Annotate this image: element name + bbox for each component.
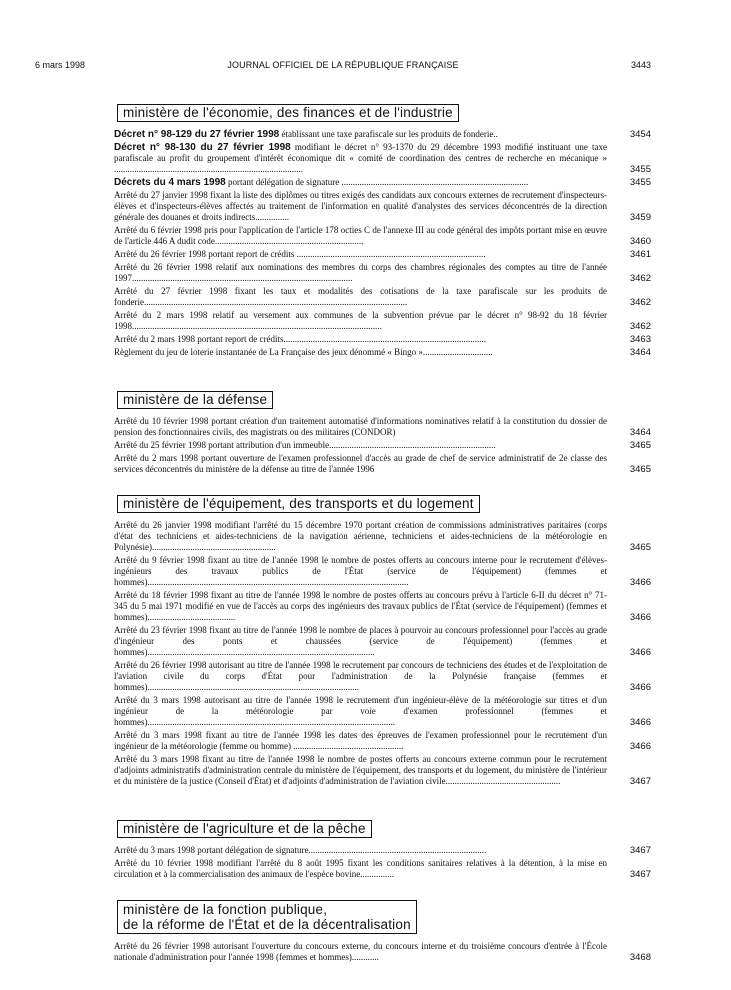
list-item[interactable] xyxy=(114,660,651,693)
entry-page: 3465 xyxy=(629,542,651,553)
list-item[interactable] xyxy=(114,142,651,175)
entry-page: 3467 xyxy=(629,776,651,787)
list-item[interactable] xyxy=(114,286,651,308)
list-item[interactable] xyxy=(114,310,651,332)
entry-page: 3455 xyxy=(629,164,651,175)
list-item[interactable] xyxy=(114,416,651,438)
entry-list xyxy=(114,520,651,787)
list-item[interactable] xyxy=(114,555,651,588)
entry-text: Arrêté du 6 février 1998 pris pour l'application de l'article 178 octies C de l'annexe III au code général des impôts portant mise en œuvre de l'article 446 A dudit code.................................................................. xyxy=(114,225,607,246)
entry-text: portant délégation de signature ................................................................................... xyxy=(225,177,529,187)
entry-text: Arrêté du 26 février 1998 relatif aux nominations des membres du corps des chambres régionales des comptes au titre de l'année 1997.................................................................................................. xyxy=(114,262,607,283)
entry-text: Arrêté du 2 mars 1998 portant ouverture de l'examen professionnel d'accès au grade de chef de service administratif de 2e classe des services déconcentrés du ministère de la défense au titre de l'année 1996 xyxy=(114,453,607,474)
section-fonction-publique xyxy=(114,900,651,965)
entry-text: établissant une taxe parafiscale sur les produits de fonderie.. xyxy=(279,129,498,139)
entry-title: Décret n° 98-130 du 27 février 1998 xyxy=(114,142,291,153)
list-item[interactable] xyxy=(114,754,651,787)
entry-text: modifiant le décret n° 93-1370 du 29 décembre 1993 modifié instituant une taxe parafiscale au profit du groupement d'intérêt économique dit « comité de coordination des centres de recherche en mécanique » .................................................................................... xyxy=(114,142,607,174)
entry-text: Arrêté du 3 mars 1998 autorisant au titre de l'année 1998 le recrutement d'un ingénieur-élève de la météorologie sur titres et d'un ingénieur de la météorologie par voie d'examen professionnel (femmes et hommes).............................................................................................................. xyxy=(114,695,607,727)
section-equipement xyxy=(114,495,651,789)
entry-page: 3466 xyxy=(629,577,651,588)
entry-page: 3465 xyxy=(629,440,651,451)
entry-page: 3464 xyxy=(629,427,651,438)
list-item[interactable] xyxy=(114,347,651,358)
entry-text: Arrêté du 27 janvier 1998 fixant la liste des diplômes ou titres exigés des candidats aux concours externes de recrutement d'inspecteurs-élèves et d'inspecteurs-élèves affectés au traitement de l'information en qualité d'analystes des services déconcentrés de la direction générale des douanes et droits indirects............... xyxy=(114,190,607,222)
entry-page: 3466 xyxy=(629,682,651,693)
section-title: ministère de l'économie, des finances et de l'industrie xyxy=(117,104,459,122)
entry-text: Arrêté du 26 février 1998 autorisant au titre de l'année 1998 le recrutement par concours de techniciens des études et de l'exploitation de l'aviation civile du corps d'État pour l'administration de la Polynésie française (femmes et hommes).............................................................................................. xyxy=(114,660,607,692)
section-title-line-2: de la réforme de l'État et de la décentralisation xyxy=(123,917,411,932)
list-item[interactable] xyxy=(114,845,651,856)
entry-text: Arrêté du 2 mars 1998 relatif au versement aux communes de la subvention prévue par le décret n° 98-92 du 18 février 1998............................................................................................................... xyxy=(114,310,607,331)
list-item[interactable] xyxy=(114,190,651,223)
entry-text: Arrêté du 26 janvier 1998 modifiant l'arrêté du 15 décembre 1970 portant création de commissions administratives paritaires (corps d'état des techniciens et aides-techniciens de la navigation aérienne, techniciens et aides-techniciens de la météorologie en Polynésie)....................................................... xyxy=(114,520,607,552)
section-title: ministère de l'équipement, des transports et du logement xyxy=(117,495,480,513)
entry-page: 3462 xyxy=(629,273,651,284)
entry-text: Arrêté du 26 février 1998 autorisant l'ouverture du concours externe, du concours interne et du troisième concours d'entrée à l'École nationale d'administration pour l'année 1998 (femmes et hommes)............ xyxy=(114,941,607,962)
list-item[interactable] xyxy=(114,695,651,728)
section-agriculture xyxy=(114,820,651,882)
section-title xyxy=(117,900,417,934)
entry-page: 3466 xyxy=(629,647,651,658)
list-item[interactable] xyxy=(114,625,651,658)
entry-page: 3462 xyxy=(629,297,651,308)
entry-text: Arrêté du 10 février 1998 portant création d'un traitement automatisé d'informations nominatives relatif à la constitution du dossier de pension des fonctionnaires civils, des magistrats ou des militaires (CONDOR) xyxy=(114,416,607,437)
list-item[interactable] xyxy=(114,225,651,247)
section-title: ministère de l'agriculture et de la pêche xyxy=(117,820,372,838)
entry-page: 3455 xyxy=(629,177,651,188)
entry-page: 3464 xyxy=(629,347,651,358)
entry-text: Arrêté du 25 février 1998 portant attribution d'un immeuble.......................................................................... xyxy=(114,440,496,450)
entry-page: 3467 xyxy=(629,869,651,880)
journal-title: JOURNAL OFFICIEL DE LA RÉPUBLIQUE FRANÇAISE xyxy=(227,60,459,70)
entry-list xyxy=(114,845,651,880)
entry-page: 3466 xyxy=(629,717,651,728)
entry-list xyxy=(114,416,651,475)
section-defense xyxy=(114,391,651,477)
list-item[interactable] xyxy=(114,262,651,284)
header-page-number: 3443 xyxy=(630,60,651,70)
entry-text: Arrêté du 10 février 1998 modifiant l'arrêté du 8 août 1995 fixant les conditions sanitaires relatives à la détention, à la mise en circulation et à la commercialisation des animaux de l'espèce bovine............... xyxy=(114,858,607,879)
entry-text: Arrêté du 3 mars 1998 portant délégation de signature............................................................................... xyxy=(114,845,487,855)
list-item[interactable] xyxy=(114,334,651,345)
entry-page: 3454 xyxy=(629,129,651,140)
section-title-line-1: ministère de la fonction publique, xyxy=(123,902,328,917)
list-item[interactable] xyxy=(114,590,651,623)
header-date: 6 mars 1998 xyxy=(35,60,86,70)
entry-page: 3459 xyxy=(629,212,651,223)
entry-text: Arrêté du 3 mars 1998 fixant au titre de l'année 1998 le nombre de postes offerts au concours externe commun pour le recrutement d'adjoints administratifs d'administration centrale du ministère de l'équipement, des transports et du logement, du ministère de l'intérieur et du ministère de la justice (Conseil d'État) et d'adjoints d'administration de l'aviation civile................................................... xyxy=(114,754,607,786)
list-item[interactable] xyxy=(114,858,651,880)
page-header xyxy=(35,60,651,74)
entry-page: 3460 xyxy=(629,236,651,247)
entry-list xyxy=(114,129,651,358)
entry-title: Décrets du 4 mars 1998 xyxy=(114,177,226,188)
entry-page: 3466 xyxy=(629,741,651,752)
list-item[interactable] xyxy=(114,129,651,140)
entry-text: Arrêté du 2 mars 1998 portant report de crédits.......................................................................................... xyxy=(114,334,486,344)
entry-text: Arrêté du 26 février 1998 portant report de crédits .................................................................................... xyxy=(114,249,486,259)
entry-text: Arrêté du 27 février 1998 fixant les taux et modalités des cotisations de la taxe parafiscale sur les produits de fonderie..................................................................................................................... xyxy=(114,286,607,307)
list-item[interactable] xyxy=(114,249,651,260)
list-item[interactable] xyxy=(114,941,651,963)
entry-page: 3466 xyxy=(629,612,651,623)
entry-page: 3468 xyxy=(629,952,651,963)
entry-page: 3462 xyxy=(629,321,651,332)
entry-text: Règlement du jeu de loterie instantanée de La Française des jeux dénommé « Bingo »............................... xyxy=(114,347,493,357)
entry-text: Arrêté du 9 février 1998 fixant au titre de l'année 1998 le nombre de postes offerts au concours interne pour le recrutement d'élèves-ingénieurs des travaux publics de l'État (service de l'équipement) (femmes et hommes).................................................................................................................... xyxy=(114,555,607,587)
entry-text: Arrêté du 18 février 1998 fixant au titre de l'année 1998 le nombre de postes offerts au concours prévu à l'article 6-II du décret n° 71-345 du 5 mai 1971 modifié en vue de l'accès au corps des ingénieurs des travaux publics de l'État (service de l'équipement) (femmes et hommes)....................................... xyxy=(114,590,607,622)
entry-text: Arrêté du 3 mars 1998 fixant au titre de l'année 1998 les dates des épreuves de l'examen professionnel pour le recrutement d'un ingénieur de la météorologie (femme ou homme) ................................................. xyxy=(114,730,607,751)
list-item[interactable] xyxy=(114,730,651,752)
list-item[interactable] xyxy=(114,177,651,188)
entry-page: 3467 xyxy=(629,845,651,856)
section-economie xyxy=(114,104,651,360)
entry-page: 3463 xyxy=(629,334,651,345)
entry-page: 3461 xyxy=(629,249,651,260)
section-title: ministère de la défense xyxy=(117,391,273,409)
entry-list xyxy=(114,941,651,963)
list-item[interactable] xyxy=(114,453,651,475)
list-item[interactable] xyxy=(114,440,651,451)
list-item[interactable] xyxy=(114,520,651,553)
entry-title: Décret n° 98-129 du 27 février 1998 xyxy=(114,129,280,140)
entry-page: 3465 xyxy=(629,464,651,475)
entry-text: Arrêté du 23 février 1998 fixant au titre de l'année 1998 le nombre de places à pourvoir au concours professionnel pour l'accès au grade d'ingénieur des ponts et chaussées (service de l'équipement) (femmes et hommes)..................................................................................................... xyxy=(114,625,607,657)
